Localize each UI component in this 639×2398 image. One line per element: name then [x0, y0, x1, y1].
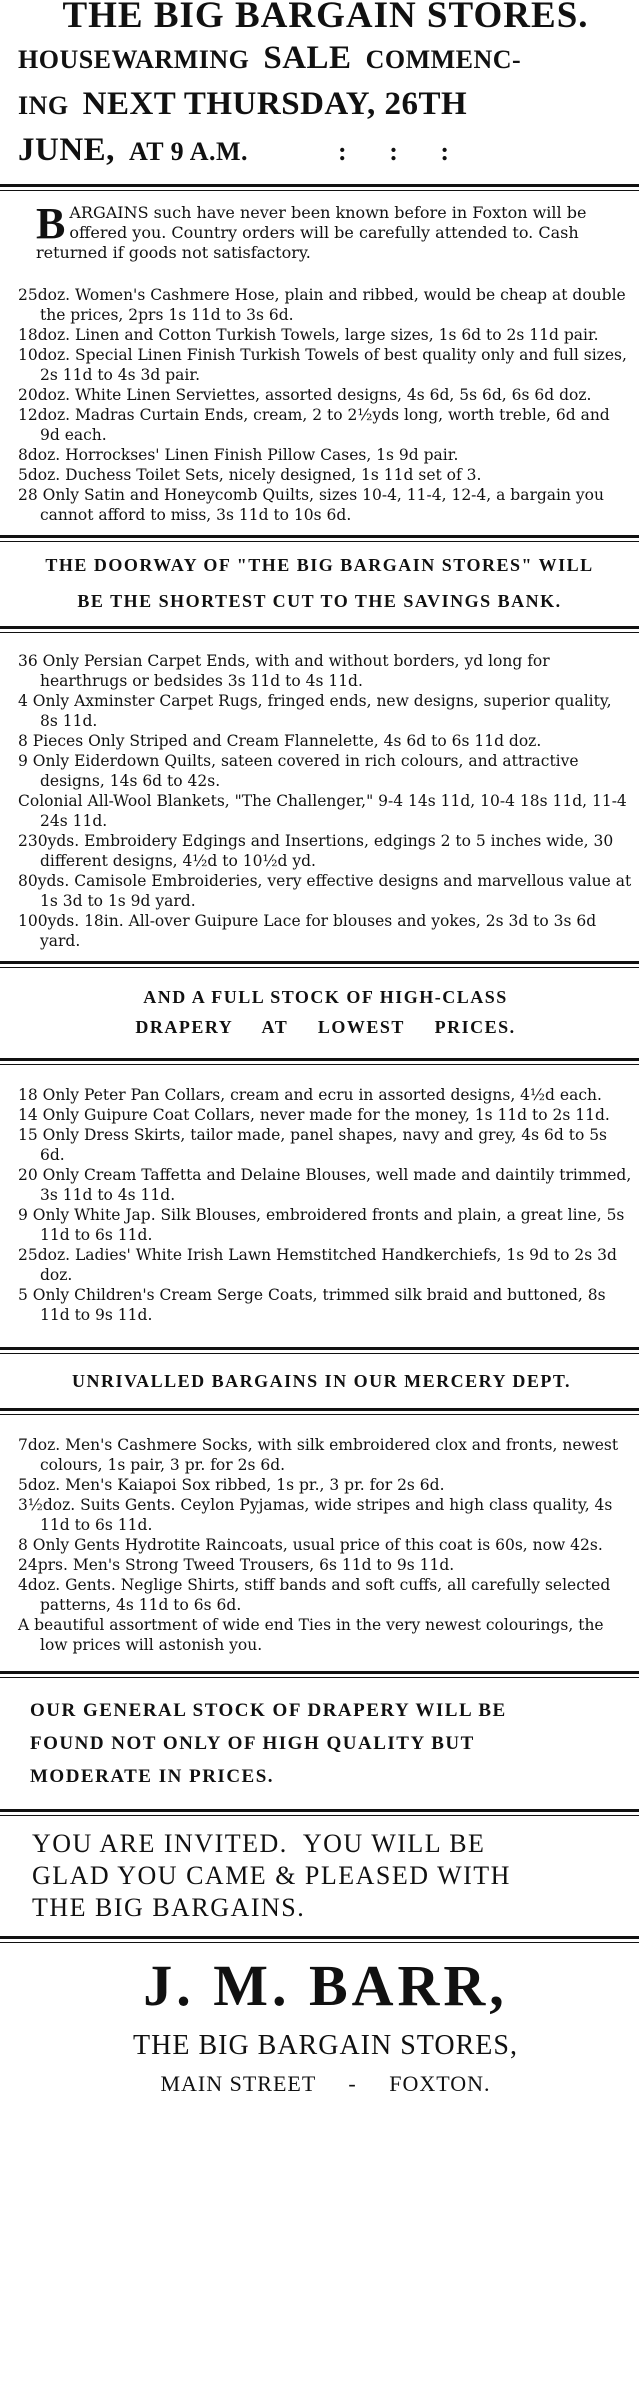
invitation-line-1: YOU ARE INVITED. YOU WILL BE: [32, 1829, 486, 1858]
list-item: 20 Only Cream Taffetta and Delaine Blouses, well made and daintily trimmed, 3s 11d to 4s 11d.: [18, 1166, 632, 1204]
time-text: AT 9 A.M.: [128, 137, 249, 166]
divider-rule: [0, 184, 639, 191]
header-line-2: [18, 36, 633, 82]
list-item: 100yds. 18in. All-over Guipure Lace for blouses and yokes, 2s 3d to 3s 6d yard.: [18, 912, 597, 950]
divider-rule: [0, 1347, 639, 1354]
proprietor-name: J. M. BARR,: [143, 1953, 508, 2018]
list-item: 25doz. Women's Cashmere Hose, plain and ribbed, would be cheap at double the prices, 2prs 1s 11d to 3s 6d.: [18, 286, 626, 324]
list-item: 15 Only Dress Skirts, tailor made, panel shapes, navy and grey, 4s 6d to 5s 6d.: [18, 1126, 608, 1164]
list-item: 18doz. Linen and Cotton Turkish Towels, large sizes, 1s 6d to 2s 11d pair.: [18, 326, 599, 344]
divider-rule: [0, 626, 639, 633]
intro-text: ARGAINS such have never been known before in Foxton will be offered you. Country orders will be carefully attended to. Cash returned if goods not satisfactory.: [36, 203, 587, 262]
linen-bargains-list: [18, 285, 633, 525]
commenc-text: COMMENC-: [365, 45, 522, 74]
divider-rule: [0, 1408, 639, 1415]
list-item: 8 Pieces Only Striped and Cream Flannelette, 4s 6d to 6s 11d doz.: [18, 732, 542, 750]
divider-rule: [0, 1809, 639, 1816]
carpet-and-embroidery-list: [18, 651, 633, 951]
list-item: 28 Only Satin and Honeycomb Quilts, sizes 10-4, 11-4, 12-4, a bargain you cannot afford to miss, 3s 11d to 10s 6d.: [18, 486, 604, 524]
doorway-banner-line-1: THE DOORWAY OF "THE BIG BARGAIN STORES" WILL: [45, 555, 594, 575]
signature-block: [18, 1951, 633, 2099]
list-item: 5doz. Duchess Toilet Sets, nicely designed, 1s 11d set of 3.: [18, 466, 482, 484]
list-item: 230yds. Embroidery Edgings and Insertions, edgings 2 to 5 inches wide, 30 different designs, 4½d to 10½d yd.: [18, 832, 614, 870]
mens-mercery-list: [18, 1435, 633, 1655]
sale-text: SALE: [263, 40, 352, 76]
invitation-line-3: THE BIG BARGAINS.: [32, 1893, 306, 1922]
list-item: 10doz. Special Linen Finish Turkish Towels of best quality only and full sizes, 2s 11d to 4s 3d pair.: [18, 346, 627, 384]
store-title: THE BIG BARGAIN STORES.: [62, 0, 589, 36]
full-stock-banner: [18, 982, 633, 1042]
divider-rule: [0, 1936, 639, 1943]
list-item: Colonial All-Wool Blankets, "The Challenger," 9-4 14s 11d, 10-4 18s 11d, 11-4 24s 11d.: [18, 792, 627, 830]
list-item: 5 Only Children's Cream Serge Coats, trimmed silk braid and buttoned, 8s 11d to 9s 11d.: [18, 1286, 606, 1324]
header-line-4: [18, 128, 633, 174]
doorway-banner-line-2: BE THE SHORTEST CUT TO THE SAVINGS BANK.: [77, 591, 562, 611]
divider-rule: [0, 1671, 639, 1678]
list-item: 9 Only White Jap. Silk Blouses, embroidered fronts and plain, a great line, 5s 11d to 6s 11d.: [18, 1206, 625, 1244]
intro-dropcap: B: [36, 199, 66, 248]
header: [18, 0, 633, 174]
divider-rule: [0, 1058, 639, 1065]
ing-text: ING: [18, 91, 69, 120]
housewarming-text: HOUSEWARMING: [18, 45, 250, 74]
list-item: 9 Only Eiderdown Quilts, sateen covered in rich colours, and attractive designs, 14s 6d to 42s.: [18, 752, 579, 790]
list-item: 36 Only Persian Carpet Ends, with and without borders, yd long for hearthrugs or bedsides 3s 11d to 4s 11d.: [18, 652, 550, 690]
list-item: 80yds. Camisole Embroideries, very effective designs and marvellous value at 1s 3d to 1s 9d yard.: [18, 872, 632, 910]
colon-ornaments: : : :: [338, 137, 450, 166]
full-stock-banner-line-1: AND A FULL STOCK OF HIGH-CLASS: [143, 987, 508, 1007]
list-item: 24prs. Men's Strong Tweed Trousers, 6s 11d to 9s 11d.: [18, 1556, 455, 1574]
list-item: 12doz. Madras Curtain Ends, cream, 2 to 2½yds long, worth treble, 6d and 9d each.: [18, 406, 610, 444]
list-item: A beautiful assortment of wide end Ties in the very newest colourings, the low prices will astonish you.: [18, 1616, 604, 1654]
general-stock-banner: [30, 1694, 633, 1793]
store-name: THE BIG BARGAIN STORES,: [133, 2030, 518, 2061]
list-item: 8doz. Horrockses' Linen Finish Pillow Cases, 1s 9d pair.: [18, 446, 459, 464]
divider-rule: [0, 961, 639, 968]
june-text: JUNE,: [18, 132, 115, 168]
list-item: 3½doz. Suits Gents. Ceylon Pyjamas, wide stripes and high class quality, 4s 11d to 6s 11d.: [18, 1496, 613, 1534]
intro-paragraph: [36, 199, 633, 263]
list-item: 5doz. Men's Kaiapoi Sox ribbed, 1s pr., 3 pr. for 2s 6d.: [18, 1476, 445, 1494]
invitation-block: [32, 1828, 633, 1924]
list-item: 25doz. Ladies' White Irish Lawn Hemstitched Handkerchiefs, 1s 9d to 2s 3d doz.: [18, 1246, 617, 1284]
list-item: 14 Only Guipure Coat Collars, never made for the money, 1s 11d to 2s 11d.: [18, 1106, 610, 1124]
general-stock-line-1: OUR GENERAL STOCK OF DRAPERY WILL BE: [30, 1700, 507, 1721]
next-thursday-text: NEXT THURSDAY, 26TH: [82, 86, 468, 122]
store-address: MAIN STREET - FOXTON.: [160, 2071, 491, 2096]
collars-and-blouses-list: [18, 1085, 633, 1325]
list-item: 4 Only Axminster Carpet Rugs, fringed ends, new designs, superior quality, 8s 11d.: [18, 692, 612, 730]
list-item: 20doz. White Linen Serviettes, assorted designs, 4s 6d, 5s 6d, 6s 6d doz.: [18, 386, 592, 404]
doorway-banner: [6, 550, 633, 616]
full-stock-banner-line-2: DRAPERY AT LOWEST PRICES.: [135, 1017, 516, 1037]
invitation-line-2: GLAD YOU CAME & PLEASED WITH: [32, 1861, 511, 1890]
list-item: 8 Only Gents Hydrotite Raincoats, usual price of this coat is 60s, now 42s.: [18, 1536, 603, 1554]
list-item: 7doz. Men's Cashmere Socks, with silk embroidered clox and fronts, newest colours, 1s pair, 3 pr. for 2s 6d.: [18, 1436, 619, 1474]
general-stock-line-3: MODERATE IN PRICES.: [30, 1766, 275, 1787]
list-item: 18 Only Peter Pan Collars, cream and ecru in assorted designs, 4½d each.: [18, 1086, 602, 1104]
divider-rule: [0, 535, 639, 542]
list-item: 4doz. Gents. Neglige Shirts, stiff bands and soft cuffs, all carefully selected patterns, 4s 11d to 6s 6d.: [18, 1576, 611, 1614]
general-stock-line-2: FOUND NOT ONLY OF HIGH QUALITY BUT: [30, 1733, 475, 1754]
header-line-3: [18, 82, 633, 128]
mercery-banner: UNRIVALLED BARGAINS IN OUR MERCERY DEPT.: [71, 1371, 572, 1391]
